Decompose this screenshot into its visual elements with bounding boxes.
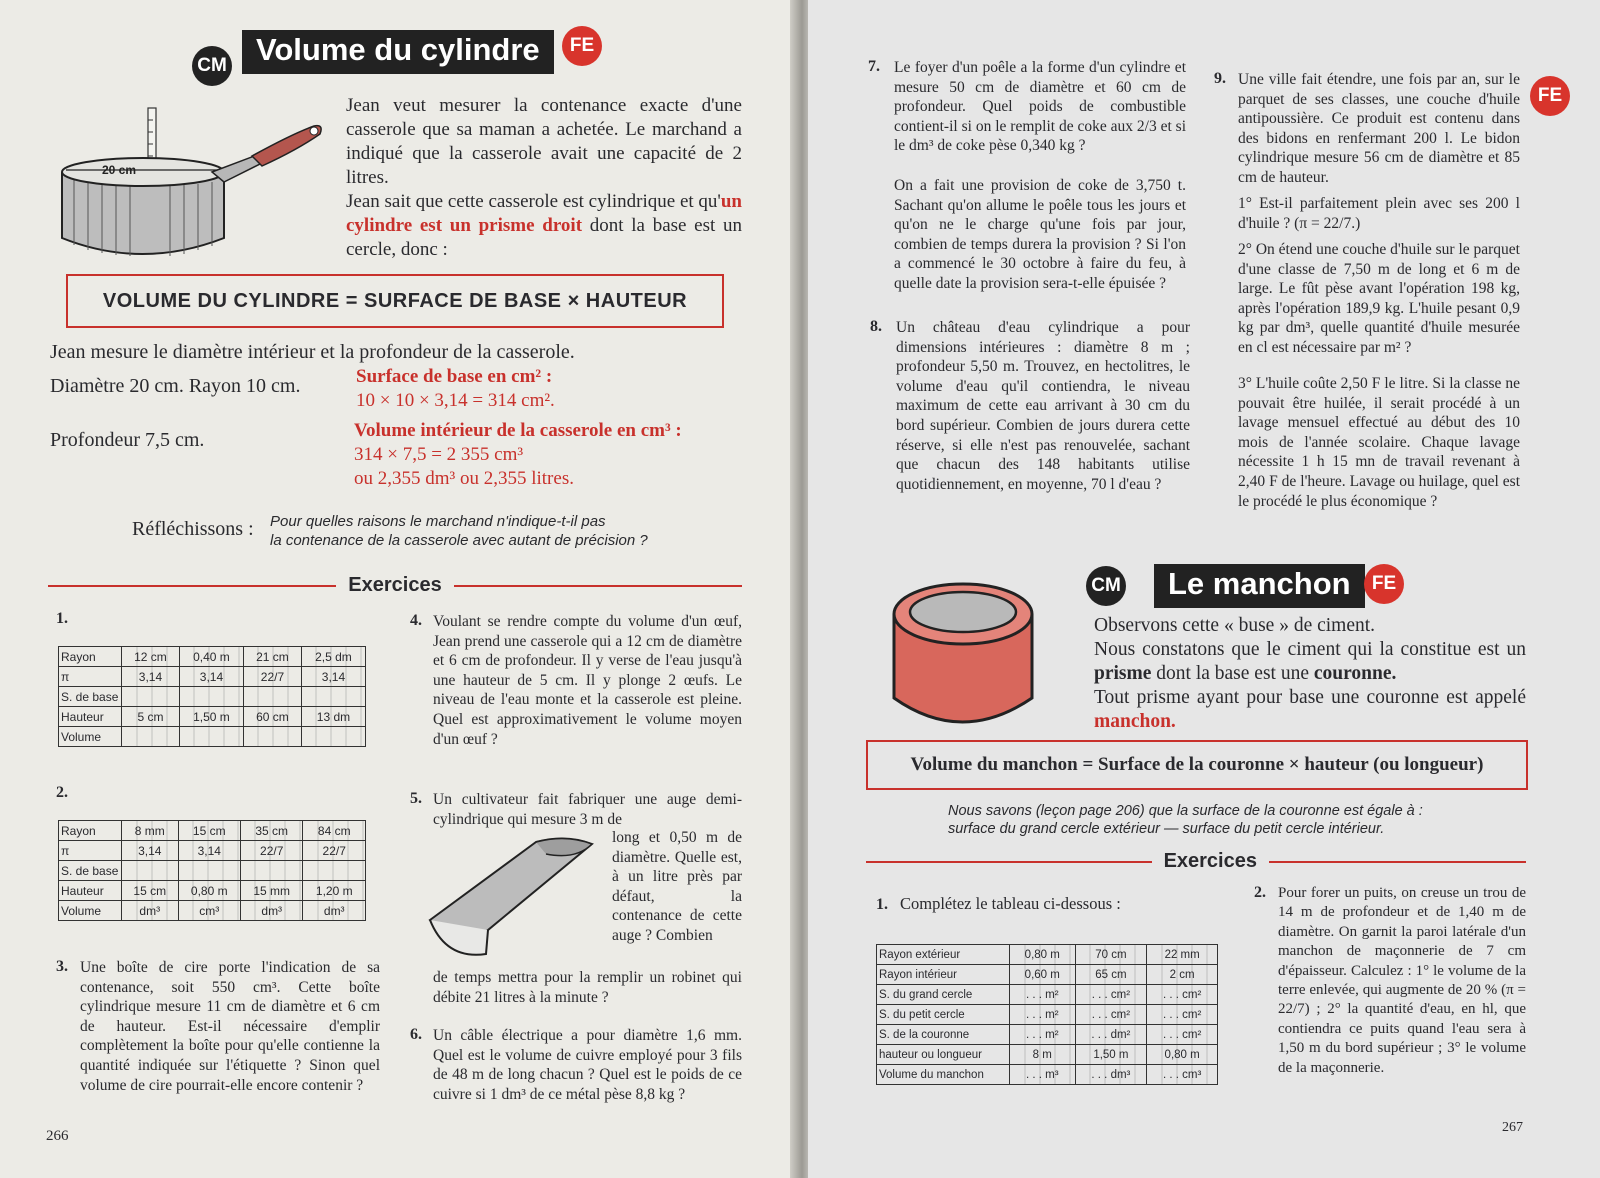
- table-cell: 3,14: [122, 841, 179, 861]
- table-cell: 8 mm: [122, 821, 179, 841]
- table-cell: 3,14: [301, 667, 365, 687]
- measure-line: Jean mesure le diamètre intérieur et la profondeur de la casserole.: [50, 341, 575, 363]
- table-row: [59, 707, 366, 727]
- table-row: [59, 821, 366, 841]
- table-cell: 2 cm: [1147, 965, 1218, 985]
- table-cell: . . . cm²: [1147, 1005, 1218, 1025]
- fe-badge-top: FE: [1530, 76, 1570, 116]
- row-header-cell: Hauteur: [59, 707, 122, 727]
- table-cell: dm³: [122, 901, 179, 921]
- exercise-4-number: 4.: [410, 612, 422, 629]
- manchon-table: [876, 944, 1218, 1085]
- reflect-label: Réfléchissons :: [132, 518, 254, 540]
- page-right: [808, 0, 1600, 1178]
- observation-1: Observons cette « buse » de ciment.: [1094, 615, 1376, 636]
- table-cell: 0,60 m: [1010, 965, 1076, 985]
- table-cell: cm³: [178, 901, 240, 921]
- table-cell: 22/7: [303, 841, 366, 861]
- exercise-5-text-c: de temps mettra pour la remplir un robinet qui débite 21 litres à la minute ?: [433, 969, 742, 1006]
- surface-label: Surface de base en cm² :: [356, 366, 553, 387]
- volume-conversion: ou 2,355 dm³ ou 2,355 litres.: [354, 468, 574, 489]
- row-header-cell: Rayon: [59, 821, 122, 841]
- table-cell: 22 mm: [1147, 945, 1218, 965]
- table-cell: [240, 861, 302, 881]
- volume-calc: 314 × 7,5 = 2 355 cm³: [354, 444, 524, 465]
- table-cell: 15 cm: [178, 821, 240, 841]
- table-cell: . . . m²: [1010, 985, 1076, 1005]
- exercises-heading-left: Exercices: [48, 574, 742, 597]
- exercise-9-number: 9.: [1214, 70, 1226, 87]
- table-cell: [122, 687, 180, 707]
- reflect-question: Pour quelles raisons le marchand n'indique-t-il pas la contenance de la casserole avec autant de précision ?: [270, 513, 648, 549]
- table-cell: 0,40 m: [179, 647, 243, 667]
- exercise-4-text: Voulant se rendre compte du volume d'un œuf, Jean prend une casserole qui a 12 cm de diamètre et 6 cm de profondeur. Il y verse de l'eau jusqu'à une hauteur de 5 cm. Il y plonge 2 œufs. Le niveau de l'eau monte et la casserole est pleine. Quel est approximativement le volume moyen d'un œuf ?: [433, 613, 742, 748]
- table-cell: 3,14: [122, 667, 180, 687]
- exercise-9-question-3: 3° L'huile coûte 2,50 F le litre. Si la classe ne pouvait être huilée, il serait procédé à un lavage mensuel effectué au début des 10 mois de l'année scolaire. Chaque lavage nécessite 1 h 15 mn de travail revenant à 2,40 F de l'heure. Lavage ou huilage, quel est le procédé le plus économique ?: [1238, 375, 1520, 510]
- intro-highlight: un cylindre est un prisme droit: [346, 191, 742, 236]
- pan-dimension-label: 20 cm: [102, 163, 137, 177]
- table-cell: 0,80 m: [1010, 945, 1076, 965]
- table-row: [877, 1025, 1218, 1045]
- exercise-8-number: 8.: [870, 318, 882, 335]
- table-cell: 60 cm: [243, 707, 301, 727]
- table-cell: . . . m²: [1010, 1025, 1076, 1045]
- row-header-cell: Volume: [59, 727, 122, 747]
- exercise-2-number: 2.: [56, 784, 68, 801]
- table-cell: 1,20 m: [303, 881, 366, 901]
- exercise-3-number: 3.: [56, 958, 68, 975]
- table-row: [877, 1065, 1218, 1085]
- page-number-right: 267: [1502, 1120, 1523, 1135]
- table-cell: [301, 687, 365, 707]
- exercise-9-question-1: 1° Est-il parfaitement plein avec ses 200 l d'huile ? (π = 22/7.): [1238, 195, 1520, 232]
- table-cell: [301, 727, 365, 747]
- table-cell: 3,14: [179, 667, 243, 687]
- table-cell: 35 cm: [240, 821, 302, 841]
- cm-badge-right: CM: [1086, 566, 1126, 606]
- table-cell: . . . cm²: [1147, 1025, 1218, 1045]
- table-cell: 3,14: [178, 841, 240, 861]
- right-exercise-2-number: 2.: [1254, 884, 1266, 901]
- row-header-cell: π: [59, 841, 122, 861]
- row-header-cell: Rayon intérieur: [877, 965, 1010, 985]
- table-cell: 22/7: [243, 667, 301, 687]
- row-header-cell: Rayon extérieur: [877, 945, 1010, 965]
- intro-text-c: dont la base est un cercle, donc :: [346, 215, 742, 260]
- row-header-cell: S. de base: [59, 687, 122, 707]
- exercise-7-number: 7.: [868, 58, 880, 75]
- table-row: [877, 945, 1218, 965]
- row-header-cell: S. de la couronne: [877, 1025, 1010, 1045]
- manchon-formula-box: [866, 740, 1528, 790]
- table-cell: . . . dm³: [1075, 1065, 1147, 1085]
- table-cell: 5 cm: [122, 707, 180, 727]
- table-row: [59, 881, 366, 901]
- table-cell: [178, 861, 240, 881]
- surface-calc: 10 × 10 × 3,14 = 314 cm².: [356, 390, 555, 411]
- depth-line: Profondeur 7,5 cm.: [50, 429, 205, 451]
- table-cell: 70 cm: [1075, 945, 1147, 965]
- couronne-note: Nous savons (leçon page 206) que la surface de la couronne est égale à : surface du grand cercle extérieur — surface du petit cercle intérieur.: [948, 803, 1423, 837]
- exercise-2-table: [58, 820, 366, 921]
- table-cell: 12 cm: [122, 647, 180, 667]
- volume-formula-box: [66, 274, 724, 328]
- intro-text-a: Jean sait que cette casserole est cylindrique et qu': [346, 191, 721, 212]
- table-row: [59, 861, 366, 881]
- trough-illustration: [426, 830, 606, 964]
- observation-3: Tout prisme ayant pour base une couronne est appelé manchon.: [1094, 687, 1526, 732]
- table-cell: 22/7: [240, 841, 302, 861]
- saucepan-illustration: [52, 100, 332, 270]
- exercise-6-number: 6.: [410, 1026, 422, 1043]
- row-header-cell: S. du petit cercle: [877, 1005, 1010, 1025]
- exercise-1-number: 1.: [56, 610, 68, 627]
- exercise-7-text-a: Le foyer d'un poêle a la forme d'un cylindre et mesure 50 cm de diamètre et 60 cm de profondeur. Quel poids de combustible contient-il si on le remplit de coke aux 2/3 et si le dm³ de coke pèse 0,340 kg ?: [894, 59, 1186, 155]
- table-cell: 1,50 m: [179, 707, 243, 727]
- table-cell: . . . m³: [1010, 1065, 1076, 1085]
- table-cell: 0,80 m: [178, 881, 240, 901]
- fe-badge-right: FE: [1364, 564, 1404, 604]
- right-exercise-1-number: 1.: [876, 896, 888, 913]
- row-header-cell: Volume: [59, 901, 122, 921]
- exercise-6-text: Un câble électrique a pour diamètre 1,6 mm. Quel est le volume de cuivre employé pour 3 fils de 48 m de long chacun ? Quel est le poids de ce cuivre si 1 dm³ de ce métal pèse 8,8 kg ?: [433, 1027, 742, 1103]
- table-cell: . . . cm³: [1147, 1065, 1218, 1085]
- row-header-cell: hauteur ou longueur: [877, 1045, 1010, 1065]
- table-cell: . . . cm²: [1075, 985, 1147, 1005]
- table-cell: . . . m²: [1010, 1005, 1076, 1025]
- table-row: [59, 727, 366, 747]
- table-cell: 15 cm: [122, 881, 179, 901]
- table-row: [877, 985, 1218, 1005]
- table-cell: 2,5 dm: [301, 647, 365, 667]
- exercise-7-text-b: On a fait une provision de coke de 3,750 t. Sachant qu'on allume le poêle tous les jours et qu'on ne le charge qu'une fois par jour, combien de temps durera la provision ? Si l'on a commencé le 30 octobre à faire du feu, à quelle date la provision sera-t-elle épuisée ?: [894, 177, 1186, 292]
- table-row: [877, 1045, 1218, 1065]
- exercise-5-text-b: long et 0,50 m de diamètre. Quelle est, à un litre près par défaut, la contenance de cette auge ? Combien: [612, 829, 742, 944]
- intro-paragraph-1: Jean veut mesurer la contenance exacte d'une casserole que sa maman a achetée. Le marchand a indiqué que la casserole avait une capacité de 2 litres.: [346, 95, 742, 188]
- volume-formula: VOLUME DU CYLINDRE = SURFACE DE BASE × HAUTEUR: [102, 289, 688, 312]
- table-cell: 0,80 m: [1147, 1045, 1218, 1065]
- exercises-heading-right: Exercices: [866, 850, 1526, 873]
- table-row: [59, 841, 366, 861]
- table-cell: [179, 727, 243, 747]
- table-cell: . . . cm²: [1075, 1005, 1147, 1025]
- section-title: Le manchon: [1154, 564, 1365, 608]
- exercise-9-intro: Une ville fait étendre, une fois par an, sur le parquet de ses classes, une couche d'huile antipoussière. Ce produit est contenu dans des bidons en renfermant 200 l. Le bidon cylindrique mesure 56 cm de diamètre et 85 cm de hauteur.: [1238, 71, 1520, 186]
- row-header-cell: S. du grand cercle: [877, 985, 1010, 1005]
- table-row: [59, 647, 366, 667]
- table-cell: 84 cm: [303, 821, 366, 841]
- cm-badge: CM: [192, 46, 232, 86]
- row-header-cell: π: [59, 667, 122, 687]
- manchon-formula: Volume du manchon = Surface de la couronne × hauteur (ou longueur): [910, 754, 1484, 775]
- table-cell: 1,50 m: [1075, 1045, 1147, 1065]
- diameter-line: Diamètre 20 cm. Rayon 10 cm.: [50, 375, 301, 397]
- table-cell: [179, 687, 243, 707]
- table-row: [59, 901, 366, 921]
- exercise-5-number: 5.: [410, 790, 422, 807]
- table-cell: [122, 727, 180, 747]
- table-cell: [303, 861, 366, 881]
- right-exercise-2-text: Pour forer un puits, on creuse un trou de 14 m de profondeur et de 1,40 m de diamètre. On garnit la paroi latérale d'un manchon de maçonnerie de 7 cm d'épaisseur. Calculez : 1° le volume de la terre enlevée, qui augmente de 20 % (π = 22/7) ; 2° la quantité d'eau, en hl, que contiendra ce puits quand l'eau sera à 1,50 m du bord supérieur ; 3° le volume de la maçonnerie.: [1278, 885, 1526, 1076]
- manchon-illustration: [888, 578, 1038, 734]
- volume-label: Volume intérieur de la casserole en cm³ :: [354, 420, 682, 441]
- table-cell: 21 cm: [243, 647, 301, 667]
- table-row: [877, 1005, 1218, 1025]
- page-title: Volume du cylindre: [242, 30, 554, 74]
- table-cell: 8 m: [1010, 1045, 1076, 1065]
- table-cell: dm³: [240, 901, 302, 921]
- exercise-9-question-2: 2° On étend une couche d'huile sur le parquet d'une classe de 7,50 m de long et 6 m de large. Le fût pèse avant l'opération 198 kg, après l'opération 189,9 kg. L'huile pesant 0,9 kg par dm³, quelle quantité d'huile mesurée en cl est nécessaire par m² ?: [1238, 241, 1520, 356]
- table-cell: 15 mm: [240, 881, 302, 901]
- row-header-cell: Rayon: [59, 647, 122, 667]
- intro-paragraph-2: [346, 190, 742, 262]
- table-cell: [243, 727, 301, 747]
- table-row: [877, 965, 1218, 985]
- exercise-5-text-a: Un cultivateur fait fabriquer une auge demi-cylindrique qui mesure 3 m de: [433, 791, 742, 828]
- exercise-8-text: Un château d'eau cylindrique a pour dimensions intérieures : diamètre 8 m ; profondeur 5,50 m. Trouvez, en hectolitres, le volume d'eau qu'il contiendra, le niveau maximum de cette eau arrivant à 30 cm du bord supérieur. Combien de jours durera cette réserve, si elle n'est pas renouvelée, sachant que chacun des 148 habitants utilise quotidiennement, en moyenne, 70 l d'eau ?: [896, 319, 1190, 493]
- table-cell: . . . cm²: [1147, 985, 1218, 1005]
- page-number-left: 266: [46, 1128, 69, 1144]
- row-header-cell: Volume du manchon: [877, 1065, 1010, 1085]
- table-row: [59, 687, 366, 707]
- row-header-cell: S. de base: [59, 861, 122, 881]
- table-cell: 13 dm: [301, 707, 365, 727]
- right-exercise-1-text: Complétez le tableau ci-dessous :: [900, 894, 1121, 913]
- row-header-cell: Hauteur: [59, 881, 122, 901]
- table-cell: . . . dm²: [1075, 1025, 1147, 1045]
- exercise-1-table: [58, 646, 366, 747]
- table-cell: dm³: [303, 901, 366, 921]
- table-row: [59, 667, 366, 687]
- table-cell: 65 cm: [1075, 965, 1147, 985]
- observation-2: Nous constatons que le ciment qui la constitue est un prisme dont la base est une couronne.: [1094, 639, 1526, 684]
- fe-badge: FE: [562, 26, 602, 66]
- table-cell: [243, 687, 301, 707]
- table-cell: [122, 861, 179, 881]
- exercise-3-text: Une boîte de cire porte l'indication de sa contenance, soit 550 cm³. Cette boîte cylindrique mesure 11 cm de diamètre et 6 cm de hauteur. Est-il nécessaire d'emplir complètement la boîte pour qu'elle contienne la quantité indiquée sur l'étiquette ? Sinon quel volume de cire pourrait-elle encore contenir ?: [80, 959, 380, 1094]
